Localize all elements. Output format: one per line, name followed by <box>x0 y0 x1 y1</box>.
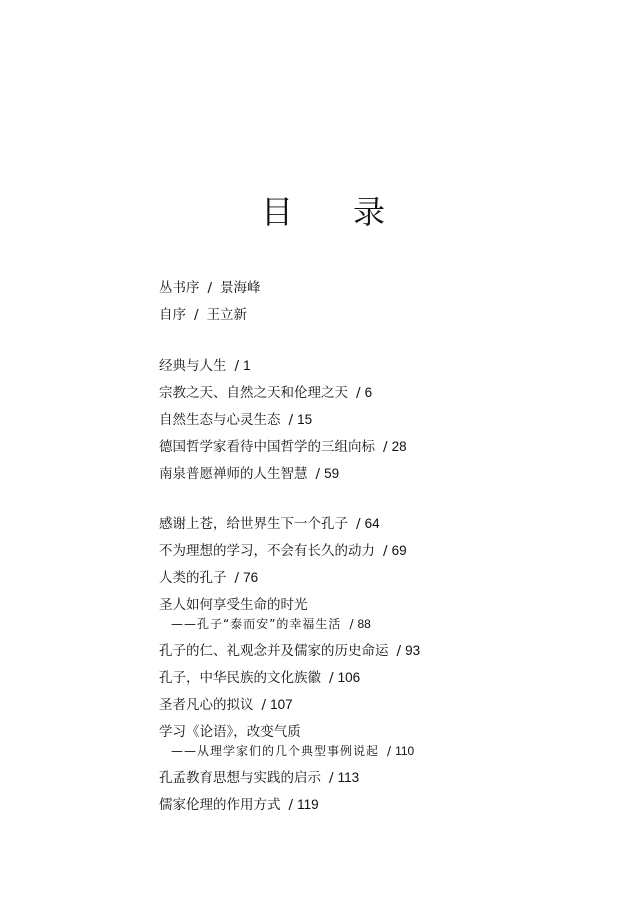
entry-separator: / <box>383 439 388 455</box>
entry-title: 人类的孔子 <box>159 570 227 586</box>
entry-separator: / <box>288 412 294 428</box>
entry-subtitle-line <box>159 615 619 634</box>
toc-entry[interactable] <box>159 568 619 595</box>
entry-separator: / <box>288 797 294 813</box>
toc-entry[interactable] <box>159 437 619 464</box>
entry-separator: / <box>349 617 354 631</box>
entry-title: 经典与人生 <box>159 358 227 374</box>
entry-page-number: 113 <box>337 770 360 785</box>
entry-title: 德国哲学家看待中国哲学的三组向标 <box>159 439 375 455</box>
toc-entry[interactable] <box>159 383 619 410</box>
page-title-char-1: 目 <box>260 193 293 231</box>
entry-title: 宗教之天、自然之天和伦理之天 <box>159 385 348 401</box>
entry-title: 南泉普愿禅师的人生智慧 <box>159 466 308 482</box>
toc-entry[interactable] <box>159 514 619 541</box>
entry-page-number: 110 <box>395 744 415 758</box>
entry-page-number: 119 <box>297 797 319 812</box>
entry-separator: / <box>396 643 402 659</box>
toc-entry[interactable] <box>159 722 619 768</box>
page-title-char-2: 录 <box>353 193 386 231</box>
entry-page-number: 6 <box>364 385 373 400</box>
entry-page-number: 107 <box>270 697 293 712</box>
entry-page-number: 28 <box>391 439 407 454</box>
entry-title: 不为理想的学习，不会有长久的动力 <box>159 543 375 559</box>
entry-title: 圣者凡心的拟议 <box>159 697 254 713</box>
entry-title: 圣人如何享受生命的时光 <box>159 597 308 613</box>
entry-separator: / <box>315 466 321 482</box>
entry-page-number: 69 <box>391 543 407 558</box>
entry-title: 学习《论语》，改变气质 <box>159 724 301 740</box>
entry-title: 儒家伦理的作用方式 <box>159 797 281 813</box>
entry-page-number: 1 <box>243 358 251 373</box>
entry-page-number: 88 <box>357 617 371 631</box>
entry-page-number: 76 <box>243 570 259 585</box>
toc-entry[interactable] <box>159 595 619 641</box>
entry-page-number: 59 <box>324 466 340 481</box>
toc-entry[interactable] <box>159 795 619 822</box>
entry-separator: / <box>207 280 213 296</box>
page-title <box>0 192 642 232</box>
toc-entry[interactable] <box>159 695 619 722</box>
entry-page-number: 64 <box>364 516 380 531</box>
toc-entry[interactable] <box>159 541 619 568</box>
entry-title: 感谢上苍，给世界生下一个孔子 <box>159 516 348 532</box>
toc-entry[interactable] <box>159 356 619 383</box>
entry-title: 丛书序 <box>159 280 200 296</box>
entry-separator: / <box>356 385 361 401</box>
toc-entry-preface-author[interactable] <box>159 305 619 332</box>
entry-title: 孔孟教育思想与实践的启示 <box>159 770 321 786</box>
entry-page-number: 15 <box>297 412 313 427</box>
entry-separator: / <box>387 744 392 758</box>
entry-author: 王立新 <box>206 307 248 323</box>
entry-title: 孔子，中华民族的文化族徽 <box>159 670 321 686</box>
entry-subtitle: ——孔子“泰而安”的幸福生活 <box>171 617 342 631</box>
toc-entry[interactable] <box>159 668 619 695</box>
entry-title: 自序 <box>159 307 186 323</box>
entry-separator: / <box>261 697 267 713</box>
entry-separator: / <box>194 307 199 323</box>
toc-entry[interactable] <box>159 464 619 491</box>
toc-entry[interactable] <box>159 410 619 437</box>
entry-separator: / <box>329 770 334 786</box>
toc-entry[interactable] <box>159 768 619 795</box>
table-of-contents <box>159 278 619 822</box>
entry-separator: / <box>383 543 388 559</box>
entry-separator: / <box>234 570 240 586</box>
entry-subtitle: ——从理学家们的几个典型事例说起 <box>171 744 380 758</box>
entry-title: 自然生态与心灵生态 <box>159 412 281 428</box>
entry-author: 景海峰 <box>220 280 261 296</box>
entry-separator: / <box>356 516 361 532</box>
entry-page-number: 106 <box>337 670 361 685</box>
entry-separator: / <box>234 358 240 374</box>
toc-entry-preface-series[interactable] <box>159 278 619 305</box>
entry-page-number: 93 <box>405 643 421 658</box>
entry-subtitle-line <box>159 742 619 761</box>
toc-entry[interactable] <box>159 641 619 668</box>
entry-title: 孔子的仁、礼观念并及儒家的历史命运 <box>159 643 389 659</box>
entry-separator: / <box>329 670 334 686</box>
